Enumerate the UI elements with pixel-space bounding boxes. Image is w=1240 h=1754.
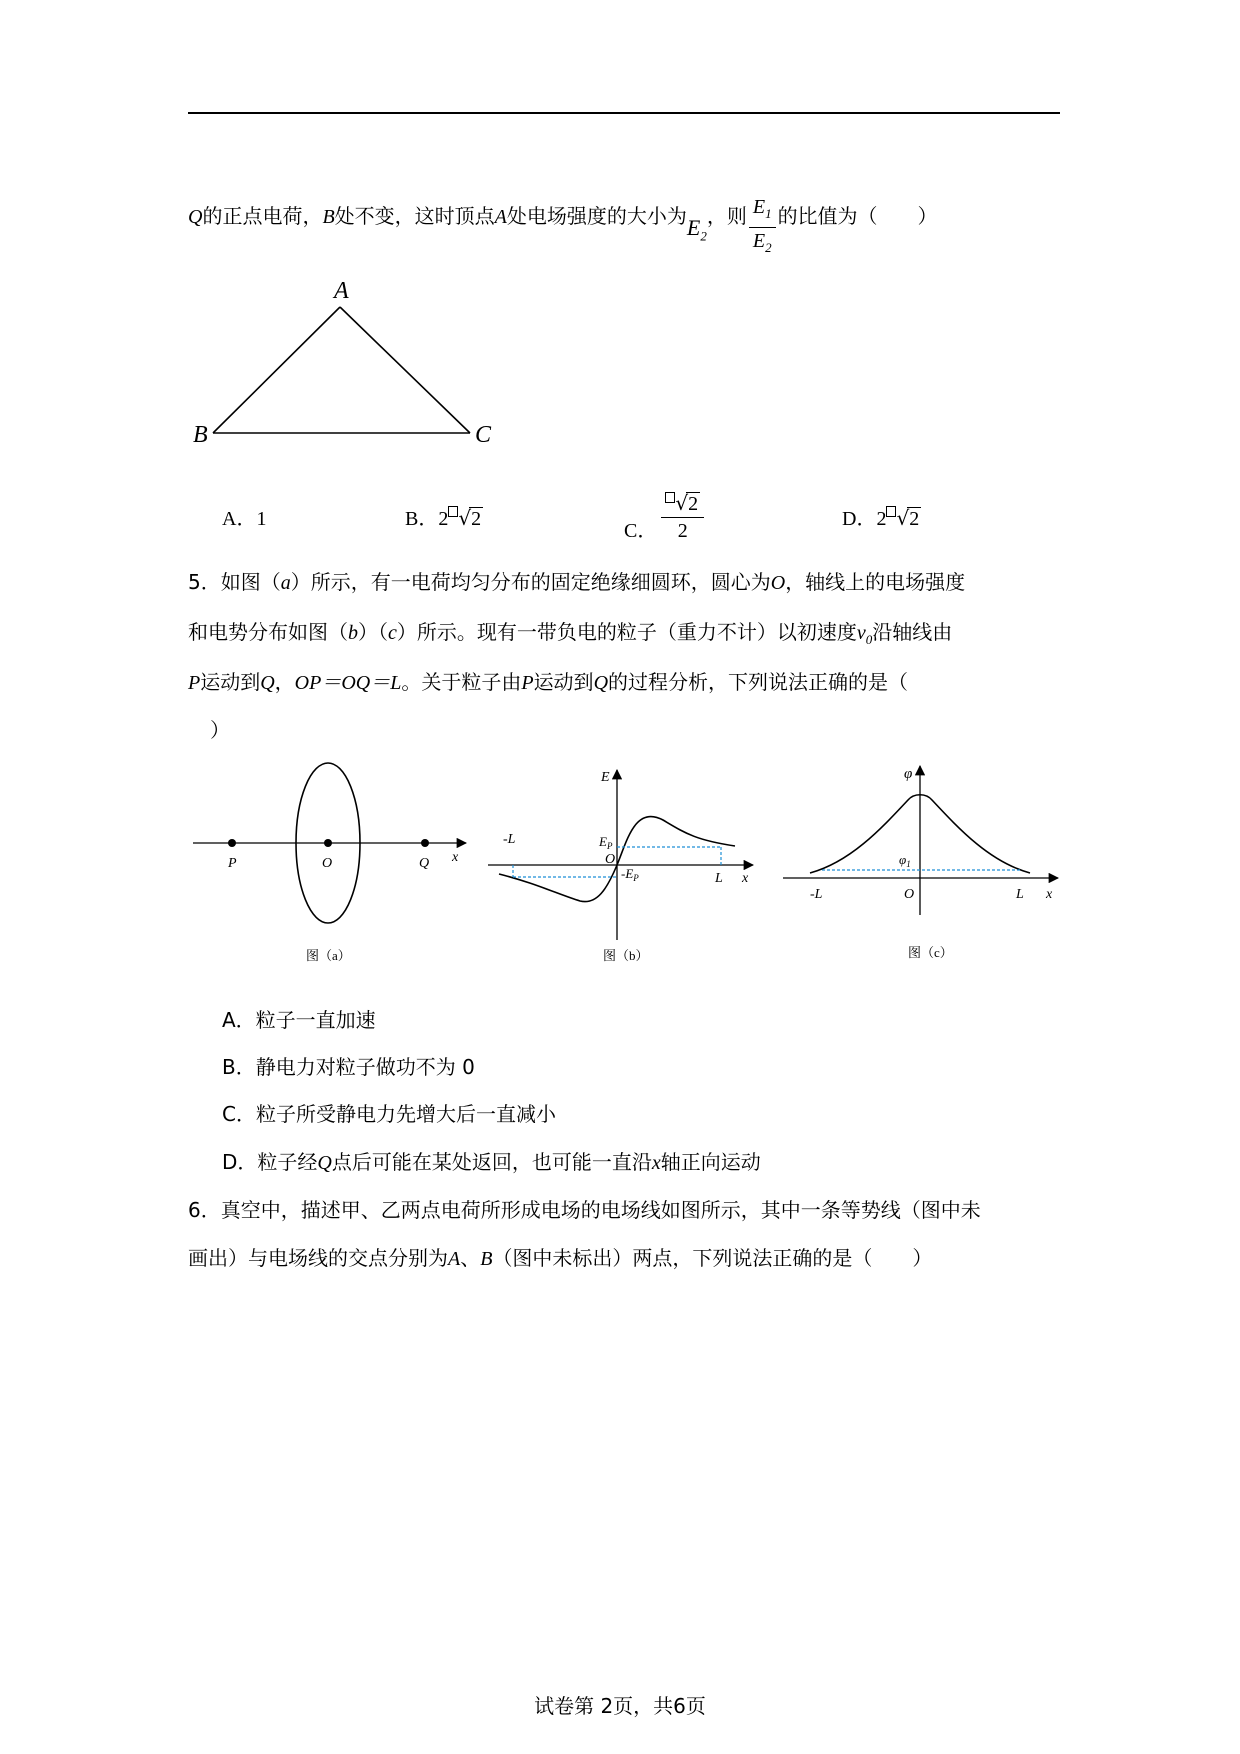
fig-c-label-l: L bbox=[1016, 887, 1024, 902]
q5-option-c[interactable]: C．粒子所受静电力先增大后一直减小 bbox=[222, 1102, 556, 1126]
fig-c-label-phi1: $\varphi_1$ bbox=[899, 852, 911, 869]
fig-b-label-negep: $-E_P$ bbox=[621, 866, 639, 883]
triangle-label-c: C bbox=[475, 422, 492, 448]
q5-stem-line-3: P运动到Q，OP＝OQ＝L。关于粒子由P运动到Q的过程分析，下列说法正确的是（ bbox=[188, 670, 909, 694]
fig-c-label-x: x bbox=[1046, 887, 1053, 902]
placeholder-box-icon bbox=[448, 506, 458, 517]
q4-text-2: 处不变，这时顶点 bbox=[334, 204, 495, 228]
q4-text-3: 处电场强度的大小为 bbox=[506, 204, 687, 228]
fig-c-caption: 图（c） bbox=[908, 945, 953, 960]
fig-a-point-p bbox=[228, 839, 236, 847]
fig-b-label-e: E bbox=[601, 770, 610, 785]
q4-Q: Q bbox=[188, 206, 203, 228]
fig-c-label-phi: φ bbox=[904, 766, 913, 782]
q4-option-c[interactable]: C． $\frac{√2}{2}$ bbox=[624, 490, 706, 544]
q5-stem-line-4: ） bbox=[210, 718, 230, 742]
fig-b-label-x: x bbox=[742, 871, 749, 886]
triangle-side-ab bbox=[213, 307, 340, 433]
page-footer: 试卷第 2页，共6页 bbox=[534, 1694, 706, 1718]
fig-a-label-p: P bbox=[228, 856, 237, 871]
q5-option-b[interactable]: B．静电力对粒子做功不为 0 bbox=[222, 1055, 475, 1079]
fig-a-label-q: Q bbox=[419, 856, 430, 871]
figure-c-potential bbox=[780, 760, 1065, 965]
q4-option-b[interactable]: B．2 √2 bbox=[405, 506, 482, 530]
fig-b-label-l: L bbox=[715, 871, 723, 886]
triangle-label-b: B bbox=[193, 422, 208, 448]
q4-A: A bbox=[494, 206, 507, 228]
fig-b-label-ep: $E_P$ bbox=[599, 834, 613, 851]
q4-fraction: $\frac{E_1}{E_2}$ bbox=[749, 194, 776, 261]
fig-b-label-o: O bbox=[605, 852, 616, 867]
fig-a-label-o: O bbox=[322, 856, 333, 871]
fig-a-point-o bbox=[324, 839, 332, 847]
fig-c-label-negl: -L bbox=[810, 887, 823, 902]
q5-stem-line-2: 和电势分布如图（b）（c）所示。现有一带负电的粒子（重力不计）以初速度$v_0$沿轴线由 bbox=[188, 620, 953, 647]
triangle-side-ac bbox=[340, 307, 470, 433]
placeholder-box-icon bbox=[665, 492, 675, 503]
placeholder-box-icon bbox=[886, 506, 896, 517]
fig-a-point-q bbox=[421, 839, 429, 847]
q5-option-d[interactable]: D．粒子经Q点后可能在某处返回，也可能一直沿x轴正向运动 bbox=[222, 1150, 761, 1174]
q6-stem-line-1: 6．真空中，描述甲、乙两点电荷所形成电场的电场线如图所示，其中一条等势线（图中未 bbox=[188, 1198, 981, 1222]
fig-a-caption: 图（a） bbox=[306, 948, 351, 963]
q6-stem-line-2: 画出）与电场线的交点分别为A、B（图中未标出）两点，下列说法正确的是（ ） bbox=[188, 1246, 933, 1270]
q4-option-d[interactable]: D．2 √2 bbox=[842, 506, 920, 530]
figure-a-ring bbox=[188, 755, 478, 970]
q4-B: B bbox=[322, 206, 335, 228]
fig-b-caption: 图（b） bbox=[603, 948, 649, 963]
fig-b-label-negl: -L bbox=[503, 832, 516, 847]
fig-a-label-x: x bbox=[452, 850, 459, 865]
q5-stem-line-1: 5．如图（a）所示，有一电荷均匀分布的固定绝缘细圆环，圆心为O，轴线上的电场强度 bbox=[188, 570, 966, 594]
q4-text-end: 的比值为（ ） bbox=[777, 204, 938, 228]
q4-stem-line bbox=[188, 184, 938, 255]
figure-b-field-strength bbox=[485, 765, 760, 970]
q4-E2: $E_2$ bbox=[686, 215, 707, 244]
q4-then: ，则 bbox=[706, 204, 747, 228]
header-rule bbox=[188, 112, 1060, 114]
triangle-label-a: A bbox=[334, 278, 349, 304]
q4-text-1: 的正点电荷， bbox=[202, 204, 323, 228]
fig-c-label-o: O bbox=[904, 887, 915, 902]
triangle-figure bbox=[185, 270, 505, 450]
q4-option-a[interactable]: A．1 bbox=[222, 508, 267, 530]
q5-option-a[interactable]: A．粒子一直加速 bbox=[222, 1008, 376, 1032]
